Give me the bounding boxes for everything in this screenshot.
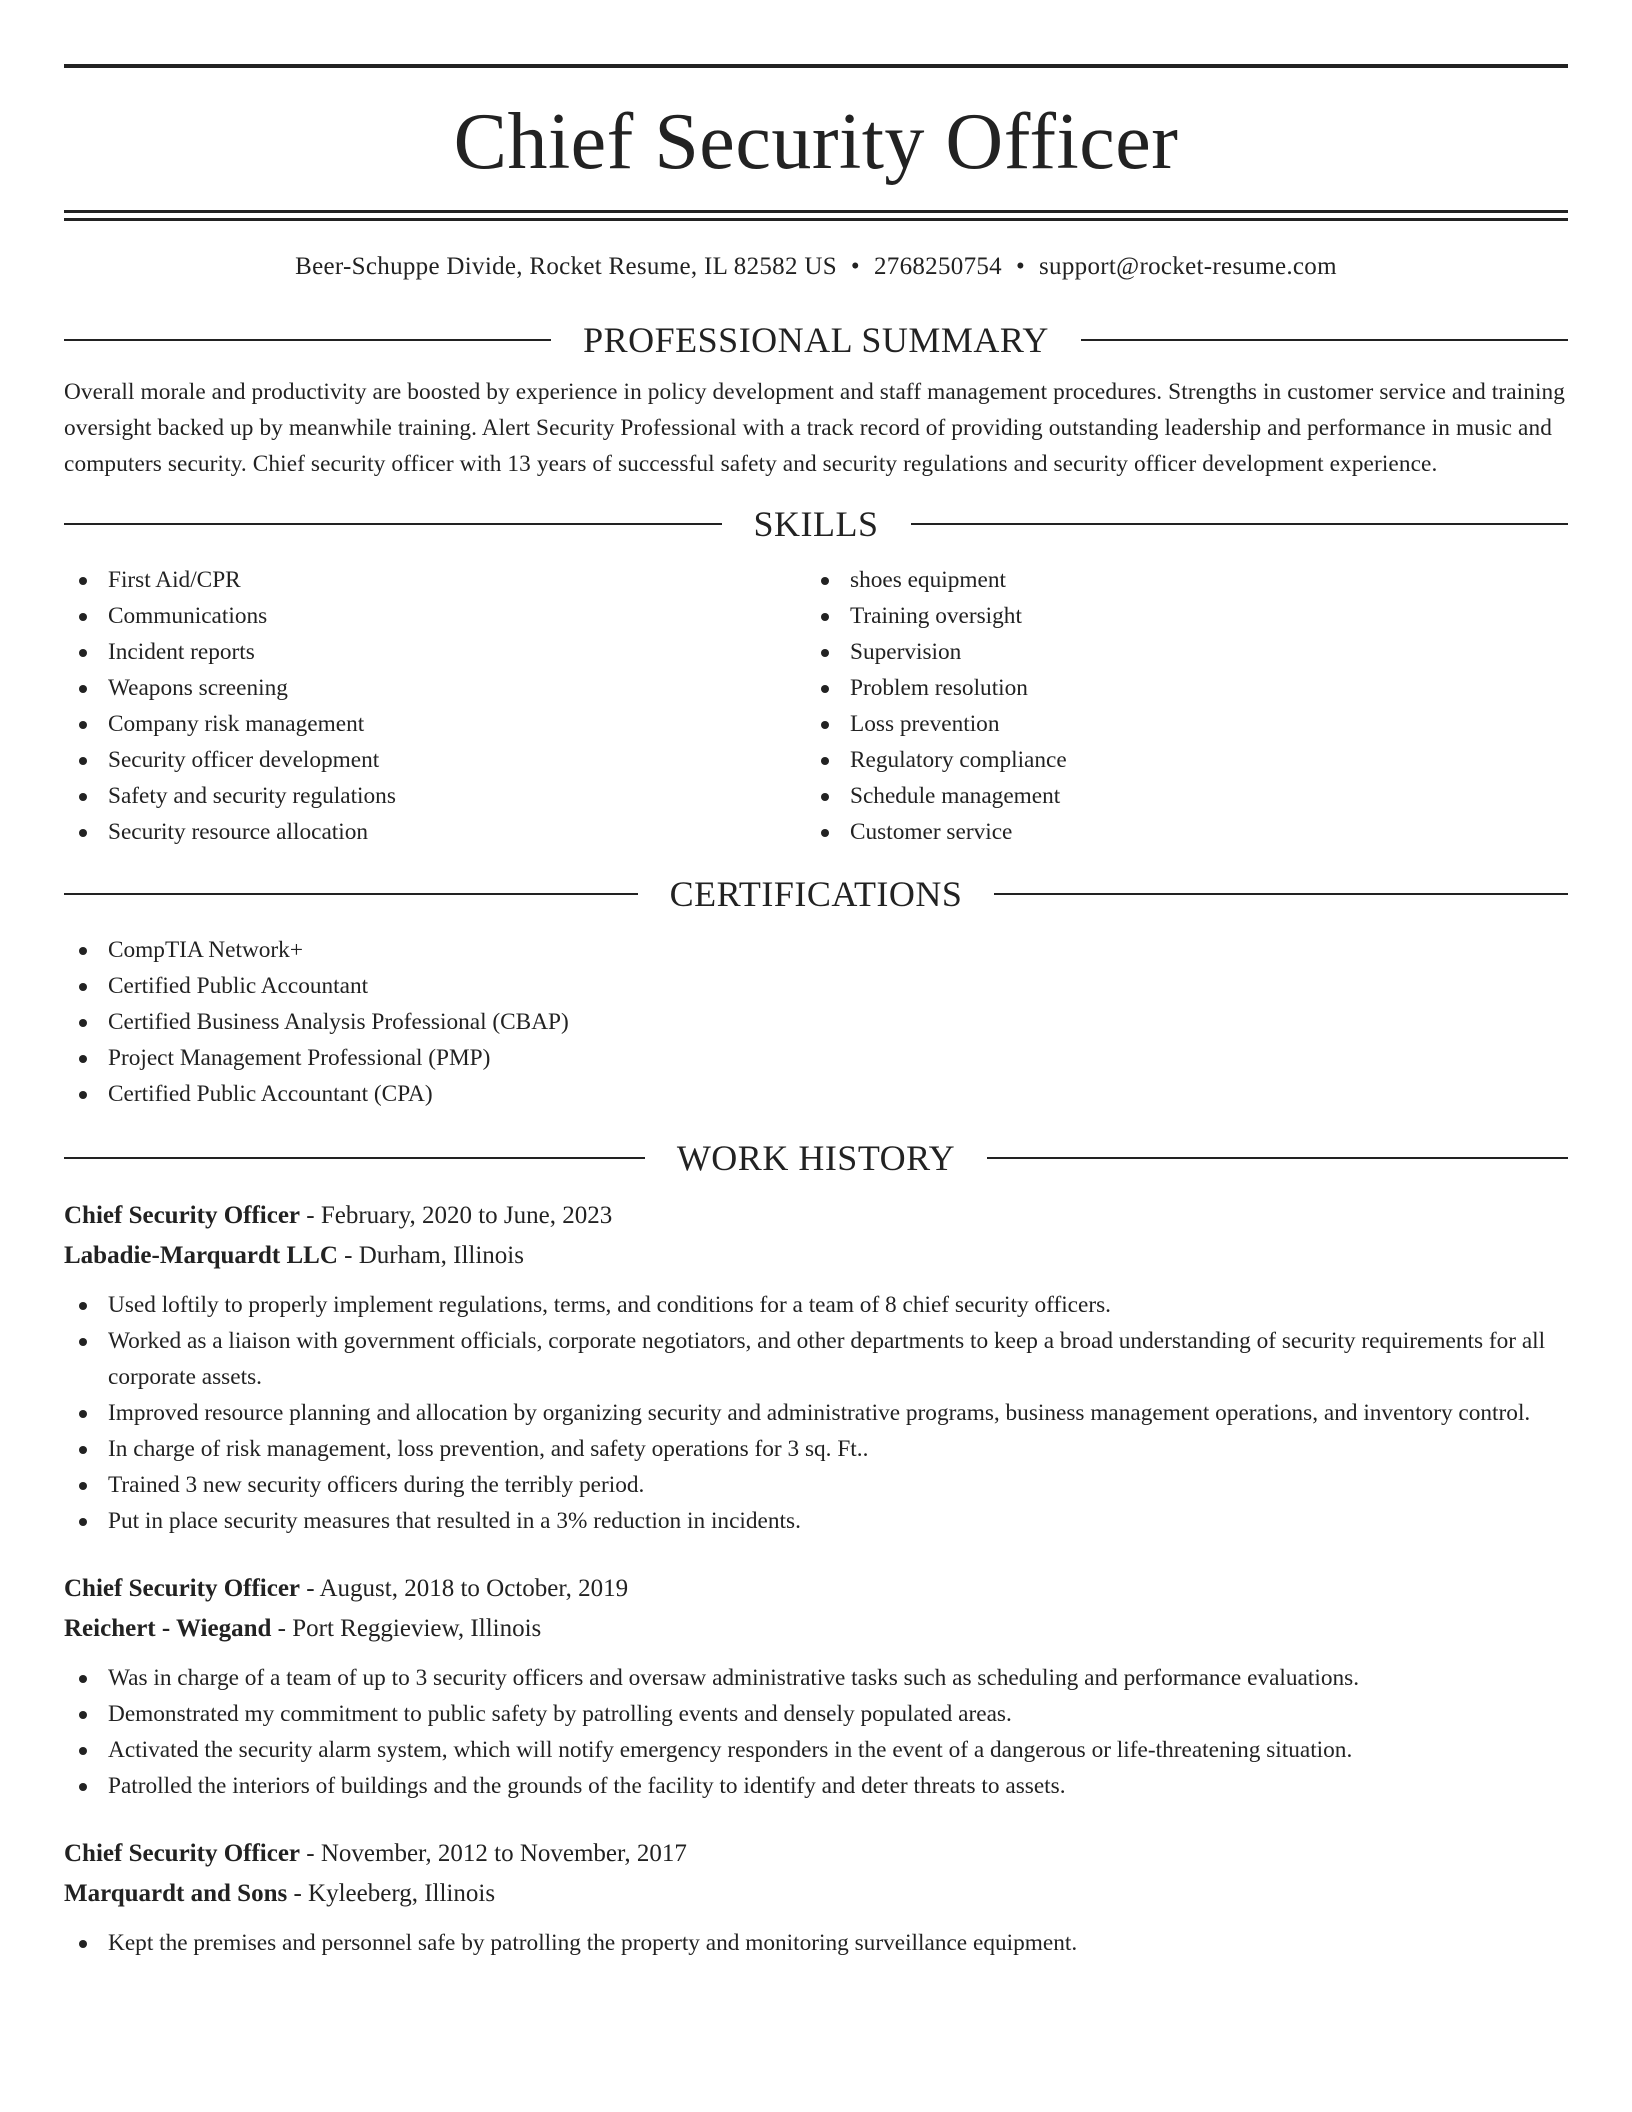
header-top-rule [64, 64, 1568, 68]
skill-item: Incident reports [64, 634, 806, 670]
contact-separator: • [1015, 253, 1026, 280]
heading-rule-left [64, 523, 722, 525]
certification-item: Certified Public Accountant [64, 968, 1568, 1004]
skill-item: First Aid/CPR [64, 562, 806, 598]
job-location: - Port Reggieview, Illinois [271, 1615, 542, 1642]
job-entry [64, 1834, 1568, 1961]
job-company: Labadie-Marquardt LLC [64, 1242, 338, 1269]
job-bullet: In charge of risk management, loss prevention, and safety operations for 3 sq. Ft.. [64, 1431, 1568, 1467]
summary-text: Overall morale and productivity are boosted by experience in policy development and staff management procedures. Strengths in customer service and training oversight backed up by meanwhile training. Alert Security Professional with a track record of providing outstanding leadership and performance in music and computers security. Chief security officer with 13 years of successful safety and security regulations and security officer development experience. [64, 379, 1566, 477]
work-section-heading [64, 1136, 1568, 1180]
skills-list-left [64, 562, 806, 850]
contact-address: Beer-Schuppe Divide, Rocket Resume, IL 82582 US [295, 253, 837, 280]
resume-page [64, 64, 1568, 1961]
certification-item: Certified Business Analysis Professional (CBAP) [64, 1004, 1568, 1040]
job-dates: - November, 2012 to November, 2017 [300, 1840, 687, 1867]
job-title-line [64, 1196, 1568, 1236]
summary-heading: PROFESSIONAL SUMMARY [583, 320, 1049, 360]
certifications-heading: CERTIFICATIONS [669, 874, 963, 914]
job-bullet: Was in charge of a team of up to 3 security officers and oversaw administrative tasks such as scheduling and performance evaluations. [64, 1660, 1568, 1696]
job-company-line [64, 1609, 1568, 1649]
job-entry [64, 1569, 1568, 1804]
skill-item: shoes equipment [806, 562, 1548, 598]
job-company: Marquardt and Sons [64, 1880, 288, 1907]
job-title: Chief Security Officer [64, 1575, 301, 1602]
certification-item: CompTIA Network+ [64, 932, 1568, 968]
skills-heading: SKILLS [753, 504, 879, 544]
job-company-line [64, 1874, 1568, 1914]
job-entry [64, 1196, 1568, 1539]
summary-section-heading [64, 318, 1568, 362]
certifications-list [64, 932, 1568, 1112]
job-bullets [64, 1660, 1568, 1804]
certification-item: Certified Public Accountant (CPA) [64, 1076, 1568, 1112]
header-double-rule [64, 210, 1568, 221]
skill-item: Loss prevention [806, 706, 1548, 742]
heading-rule-left [64, 893, 638, 895]
heading-rule-right [911, 523, 1569, 525]
job-bullets [64, 1287, 1568, 1539]
skill-item: Customer service [806, 814, 1548, 850]
skill-item: Security officer development [64, 742, 806, 778]
contact-line [64, 252, 1568, 282]
heading-rule-left [64, 339, 551, 341]
heading-rule-right [994, 893, 1568, 895]
job-title-line [64, 1569, 1568, 1609]
skill-item: Supervision [806, 634, 1548, 670]
skill-item: Problem resolution [806, 670, 1548, 706]
contact-phone: 2768250754 [873, 253, 1002, 280]
job-location: - Kyleeberg, Illinois [287, 1880, 496, 1907]
job-bullets [64, 1925, 1568, 1961]
certification-item: Project Management Professional (PMP) [64, 1040, 1568, 1076]
skill-item: Communications [64, 598, 806, 634]
skills-grid [64, 562, 1568, 850]
skill-item: Safety and security regulations [64, 778, 806, 814]
heading-rule-right [987, 1157, 1568, 1159]
heading-rule-left [64, 1157, 645, 1159]
job-bullet: Put in place security measures that resulted in a 3% reduction in incidents. [64, 1503, 1568, 1539]
contact-email: support@rocket-resume.com [1039, 253, 1337, 280]
job-bullet: Used loftily to properly implement regulations, terms, and conditions for a team of 8 chief security officers. [64, 1287, 1568, 1323]
job-bullet: Improved resource planning and allocation by organizing security and administrative programs, business management operations, and inventory control. [64, 1395, 1568, 1431]
job-bullet: Kept the premises and personnel safe by patrolling the property and monitoring surveillance equipment. [64, 1925, 1568, 1961]
job-company-line [64, 1236, 1568, 1276]
certifications-section-heading [64, 872, 1568, 916]
contact-separator: • [850, 253, 860, 280]
skills-section-heading [64, 502, 1568, 546]
job-bullet: Activated the security alarm system, which will notify emergency responders in the event of a dangerous or life-threatening situation. [64, 1732, 1568, 1768]
job-dates: - February, 2020 to June, 2023 [300, 1202, 613, 1229]
job-title-line [64, 1834, 1568, 1874]
job-bullet: Trained 3 new security officers during the terribly period. [64, 1467, 1568, 1503]
skill-item: Company risk management [64, 706, 806, 742]
job-title: Chief Security Officer [64, 1202, 301, 1229]
job-bullet: Patrolled the interiors of buildings and the grounds of the facility to identify and deter threats to assets. [64, 1768, 1568, 1804]
work-heading: WORK HISTORY [676, 1138, 956, 1178]
job-title: Chief Security Officer [64, 1840, 301, 1867]
job-location: - Durham, Illinois [337, 1242, 524, 1269]
skill-item: Regulatory compliance [806, 742, 1548, 778]
skill-item: Security resource allocation [64, 814, 806, 850]
job-bullet: Demonstrated my commitment to public safety by patrolling events and densely populated areas. [64, 1696, 1568, 1732]
heading-rule-right [1081, 339, 1568, 341]
job-bullet: Worked as a liaison with government officials, corporate negotiators, and other departments to keep a broad understanding of security requirements for all corporate assets. [64, 1323, 1568, 1395]
skill-item: Weapons screening [64, 670, 806, 706]
job-company: Reichert - Wiegand [64, 1615, 272, 1642]
resume-name: Chief Security Officer [453, 98, 1179, 186]
skills-list-right [806, 562, 1548, 850]
job-dates: - August, 2018 to October, 2019 [300, 1575, 629, 1602]
skill-item: Schedule management [806, 778, 1548, 814]
skill-item: Training oversight [806, 598, 1548, 634]
